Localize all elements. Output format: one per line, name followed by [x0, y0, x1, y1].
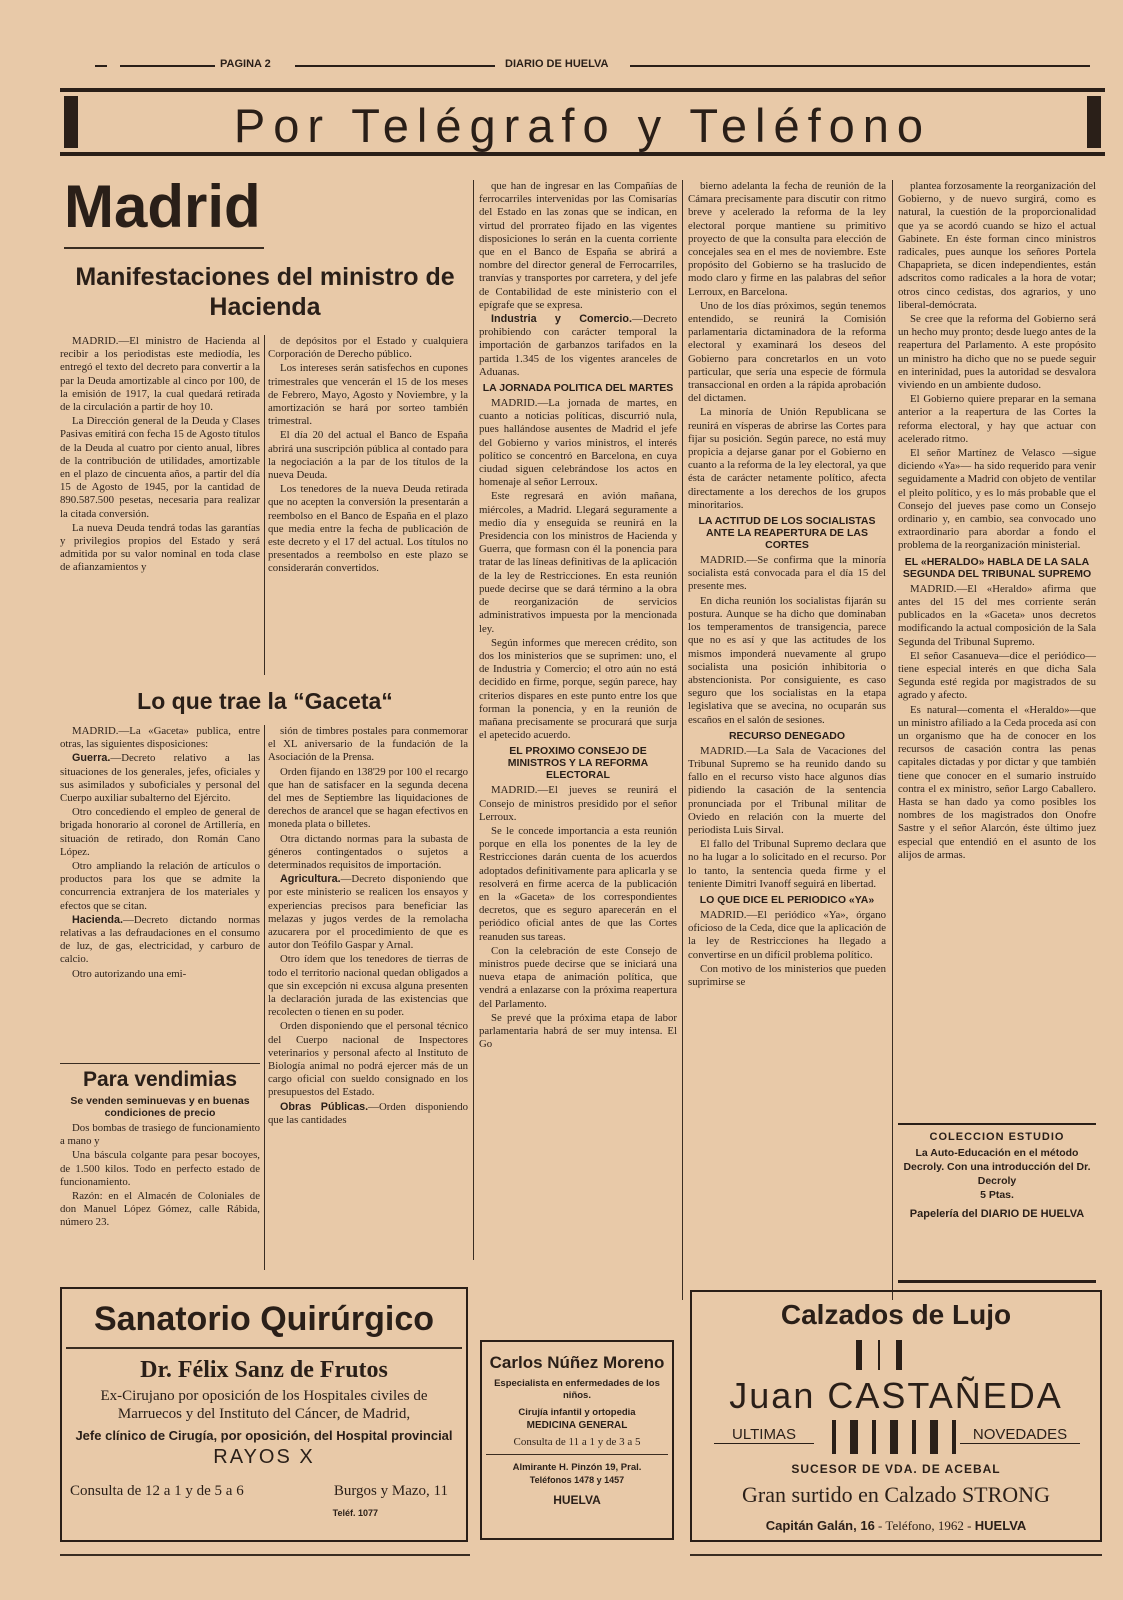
- paragraph: El señor Martínez de Velasco —sigue diciendo «Ya»— ha sido requerido para venir seguidamente a Madrid con objeto de ventilar el pleito político, y es lo más probable que el Consejo del jueves pase como un Consejo ordinario y, en cambio, sea convocado uno extraordinario para abordar a fondo el problema de la reorganización ministerial.: [898, 447, 1096, 552]
- header-rule: [120, 65, 215, 67]
- paragraph: de depósitos por el Estado y cualquiera Corporación de Derecho público.: [268, 335, 468, 361]
- section-label: Industria y Comercio.: [491, 313, 633, 326]
- paragraph: Otro autorizando una emi-: [72, 967, 187, 980]
- article-column: [688, 180, 886, 1290]
- doctor-name: Dr. Félix Sanz de Frutos: [140, 1357, 388, 1383]
- divider: [60, 1063, 260, 1064]
- nunez-ad: [480, 1340, 674, 1540]
- sanatorio-title: Sanatorio Quirúrgico: [93, 1300, 435, 1338]
- ya-headline: LO QUE DICE EL PERIODICO «YA»: [699, 893, 875, 906]
- paragraph: MADRID.—El ministro de Hacienda al recibir a los periodistas este mediodía, les entregó el texto del decreto para convertir a la par la Deuda amortizable al cinco por 100, de la emisión de 1917, la cual quedará retirada de la circulación a partir de hoy 10.: [60, 335, 260, 414]
- paragraph: Otro concediendo el empleo de general de brigada honorario al coronel de Artillería, en situación de retirado, don Román Cano López.: [60, 806, 260, 858]
- paragraph: MADRID.—El periódico «Ya», órgano oficioso de la Ceda, dice que la aplicación de la ley de Restricciones ha llegado a convertirse en un difícil problema político.: [688, 908, 886, 961]
- article-column: [268, 725, 468, 1128]
- paragraph: Con la celebración de este Consejo de ministros puede decirse que se iniciará una nueva etapa de animación política, que vendrá a enlazarse con la próxima reapertura del Parlamento.: [479, 944, 677, 1010]
- paragraph: MADRID.—La «Gaceta» publica, entre otras, las siguientes disposiciones:: [60, 725, 260, 751]
- paragraph: El fallo del Tribunal Supremo declara que no ha lugar a lo solicitado en el recurso. Por lo tanto, la sentencia queda firme y el teniente Dimitri Ivanoff seguirá en libertad.: [688, 838, 886, 890]
- paragraph: bierno adelanta la fecha de reunión de la Cámara precisamente para discutir con ritmo breve y acelerado la reforma de la ley electoral porque mantiene su primitivo proyecto de que la consulta para elección de concejales sea en el mes de noviembre. Este propósito del Gobierno se ha traslucido de modo claro y firme en las palabras del señor Lerroux, en Barcelona.: [688, 180, 886, 298]
- paragraph-text: —Decreto disponiendo que por este ministerio se realicen los ensayos y experiencias precisos para beneficiar las melazas y jugos verdes de la remolacha azucarera por el procedimiento de que es autor don Teófilo Gaspar y Arnal.: [268, 873, 468, 952]
- socialistas-headline: LA ACTITUD DE LOS SOCIALISTAS ANTE LA REAPERTURA DE LAS CORTES: [698, 515, 876, 552]
- calzados-address: Capitán Galán, 16: [765, 1518, 875, 1533]
- vendimias-title: Para vendimias: [82, 1068, 238, 1091]
- divider: [64, 247, 264, 249]
- doctor-name: Carlos Núñez Moreno: [489, 1353, 665, 1372]
- divider: [66, 1347, 462, 1349]
- rayos-x: RAYOS X: [213, 1446, 315, 1468]
- section-banner: [60, 88, 1105, 156]
- column-rule: [264, 335, 265, 675]
- doctor-address: Almirante H. Pinzón 19, Pral.: [512, 1462, 642, 1473]
- column-rule: [892, 180, 893, 1300]
- coleccion-price: 5 Ptas.: [980, 1189, 1014, 1201]
- paragraph: Los intereses serán satisfechos en cupones trimestrales que vencerán el 15 de los meses de Febrero, Mayo, Agosto y Noviembre, y la amortización se hará por sorteo también trimestral.: [268, 362, 468, 428]
- section-label: Agricultura.: [280, 873, 341, 886]
- medicine-general: MEDICINA GENERAL: [526, 1420, 628, 1431]
- hacienda-headline: Manifestaciones del ministro de Hacienda: [75, 263, 455, 321]
- article-column: [60, 725, 260, 982]
- paragraph: El día 20 del actual el Banco de España abrirá una suscripción pública al contado para la negociación a la par de los títulos de la nueva Deuda.: [268, 429, 468, 482]
- paragraph: que han de ingresar en las Compañías de ferrocarriles intervenidas por las Comisarías del Estado en las zonas que se indican, en virtud del prorrateo fijado en las vigentes disposiciones lo serán en la cuenta corriente que en el Banco de España se abrirá a nombre del director general de Ferrocarriles, tranvías y transportes por carretera, y del jefe de Contabilidad de este ministerio con el epígrafe que se expresa.: [479, 180, 677, 311]
- vendimias-subtitle: Se venden seminuevas y en buenas condiciones de precio: [70, 1095, 250, 1119]
- paragraph: Uno de los días próximos, según tenemos entendido, se reunirá la Comisión parlamentaria dictaminadora de la reforma electoral y examinará los deseos del Gobierno para concretarlos en un voto particular, que sería una especie de fórmula transaccional en orden a la rápida aprobación del dictamen.: [688, 299, 886, 405]
- paragraph: La Dirección general de la Deuda y Clases Pasivas emitirá con fecha 15 de Agosto títulos de la Deuda al cuatro por ciento anual, libres de la contribución de utilidades, amortizable en el plazo de cincuenta años, a partir del día 15 de Agosto de 1945, por la cantidad de 890.587.500 pesetas, necesaria para realizar la citada conversión.: [60, 415, 260, 520]
- clinic-phone: Teléf. 1077: [332, 1508, 378, 1518]
- column-rule: [264, 725, 265, 1270]
- calzados-ad: [690, 1290, 1102, 1542]
- calzados-contact: Capitán Galán, 16 - Teléfono, 1962 - HUELVA: [765, 1518, 1027, 1533]
- article-column: [479, 180, 677, 1308]
- coleccion-description: La Auto-Educación en el método Decroly. Con una introducción del Dr. Decroly: [903, 1147, 1091, 1187]
- ornament-bars: [832, 1420, 962, 1454]
- clinic-address: Burgos y Mazo, 11: [333, 1483, 448, 1499]
- divider: [690, 1554, 1102, 1556]
- consult-hours: Consulta de 12 a 1 y de 5 a 6: [70, 1483, 244, 1499]
- doctor-specialty-2: Cirujía infantil y ortopedia: [518, 1407, 636, 1418]
- paragraph-text: —Orden disponiendo que las cantidades: [268, 1100, 468, 1126]
- section-label: Obras Públicas.: [280, 1100, 369, 1113]
- article-column: [898, 180, 1096, 1118]
- calzados-slogan: Gran surtido en Calzado STRONG: [742, 1482, 1050, 1507]
- header-rule: [95, 65, 107, 67]
- paragraph: La minoría de Unión Republicana se reunirá en vísperas de abrirse las Cortes para fijar su posición. Según parece, no está muy propicia a dejarse ganar por el Gobierno en cuanto a la reforma de la ley electoral, ya que ésta de carácter netamente político, afecta directamente a los derechos de los grupos minoritarios.: [688, 406, 886, 511]
- consult-hours: Consulta de 11 a 1 y de 3 a 5: [513, 1436, 641, 1448]
- paragraph-text: —Decreto relativo a las situaciones de los generales, jefes, oficiales y sus asimilados y suboficiales y personal del Cuerpo auxiliar subalterno del Ejército.: [60, 752, 260, 805]
- header-rule: [630, 65, 1090, 67]
- article-column: [268, 335, 468, 577]
- paragraph: Este regresará en avión mañana, miércoles, a Madrid. Llegará seguramente a medio día y enseguida se reunirá en la Presidencia con los ministros de Hacienda y Guerra, que formasn con él la ponencia para tratar de las líneas definitivas de la aplicación de la ley de Restricciones. En esta reunión puede decirse que se dará término a la obra de reorganización de servicios administrativos impuesta por la mencionada ley.: [479, 490, 677, 635]
- paragraph: El señor Casanueva—dice el periódico—tiene especial interés en que dicha Sala Segunda esté regida por magistrados de su agrado y afecto.: [898, 649, 1096, 702]
- doctor-position: Jefe clínico de Cirugía, por oposición, del Hospital provincial: [75, 1428, 453, 1443]
- paragraph: Otro ampliando la relación de artículos o productos para los que se admite la concurrencia extranjera de los materiales y efectos que se citan.: [60, 860, 260, 912]
- paragraph: MADRID.—El jueves se reunirá el Consejo de ministros presidido por el señor Lerroux.: [479, 784, 677, 823]
- column-rule: [682, 180, 683, 1300]
- paragraph: Según informes que merecen crédito, son dos los ministerios que se suprimen: uno, el de Industria y Comercio; el otro aún no está decidido en firme, porque, según parece, hay criterios dispares en este punto entre los que forman la ponencia, y en la reunión de mañana precisamente se procurará que surja el apetecido acuerdo.: [479, 636, 677, 742]
- paragraph: Dos bombas de trasiego de funcionamiento a mano y: [60, 1122, 260, 1148]
- article-column: [60, 335, 260, 576]
- divider: [486, 1454, 668, 1455]
- column-rule: [473, 180, 474, 1260]
- doctor-phones: Teléfonos 1478 y 1457: [529, 1475, 625, 1485]
- paragraph: MADRID.—La jornada de martes, en cuanto a noticias políticas, discurrió nula, pues hallándose ausentes de Madrid el jefe del Gobierno y varios ministros, el interés político se concentró en Barcelona, en cuya ciudad siguen celebrándose los actos en homenaje al señor Lerroux.: [479, 397, 677, 489]
- vendimias-body: [60, 1122, 260, 1230]
- paragraph: Con motivo de los ministerios que pueden suprimirse se: [688, 962, 886, 988]
- jornada-headline: LA JORNADA POLITICA DEL MARTES: [482, 382, 674, 395]
- paragraph-text: —Decreto dictando normas relativas a las defraudaciones en el consumo de luz, de gas, electricidad, y carburo de calcio.: [60, 913, 260, 966]
- paragraph: Razón: en el Almacén de Coloniales de don Manuel López Gómez, calle Rábida, número 23.: [60, 1190, 260, 1229]
- ornament-bars: [852, 1340, 912, 1370]
- madrid-heading: Madrid: [64, 173, 261, 240]
- paragraph: Los tenedores de la nueva Deuda retirada que no acepten la conversión la presentarán a reembolso en el Banco de España en el plazo que media entre la fecha de publicación de este decreto y el 17 del actual. Los títulos no presentados a reembolso en este plazo se considerarán convertidos.: [268, 483, 468, 575]
- paragraph: sión de timbres postales para conmemorar el XL aniversario de la fundación de la Asociación de la Prensa.: [268, 725, 468, 764]
- owner-name: Juan CASTAÑEDA: [729, 1375, 1063, 1416]
- paragraph: Es natural—comenta el «Heraldo»—que un ministro afiliado a la Ceda proceda así con un organismo que ha de conocer en los recursos de casación contra las penas capitales dictadas y por dictar y que también tiene que conocer en el sumario instruído contra el ex ministro, señor Largo Caballero. Hasta se han dado ya como posibles los nombres de los magistrados don Onofre Sastre y el señor Alarcón, éste último juez especial que entendió en el asunto de los alijos de armas.: [898, 703, 1096, 861]
- paragraph-text: —Decreto prohibiendo con carácter temporal la importación de garbanzos tarifados en la partida 1.345 de los vigentes aranceles de Aduanas.: [479, 313, 677, 378]
- tag-novedades: NOVEDADES: [960, 1426, 1080, 1444]
- consejo-headline: EL PROXIMO CONSEJO DE MINISTROS Y LA REFORMA ELECTORAL: [507, 745, 649, 782]
- paragraph: El Gobierno quiere preparar en la semana anterior a la reapertura de las Cortes la reforma electoral, y hay que actuar con acelerado ritmo.: [898, 393, 1096, 445]
- paragraph: MADRID.—Se confirma que la minoría socialista está convocada para el día 15 del presente mes.: [688, 554, 886, 593]
- tag-ultimas: ULTIMAS: [714, 1426, 814, 1444]
- calzados-title: Calzados de Lujo: [780, 1299, 1012, 1330]
- paragraph: plantea forzosamente la reorganización del Gobierno, y de nuevo surgirá, como es natural, la cuestión de la proporcionalidad que ya se acordó cuando se hizo el actual Gabinete. En éste forman cinco ministros radicales, pues aunque los señores Portela Chapaprieta, se dicen independientes, están adscritos como radicales a la hora de votar; otros cinco cedistas, dos agrarios, y uno liberal-demócrata.: [898, 180, 1096, 311]
- paragraph: Se prevé que la próxima etapa de labor parlamentaria habrá de ser muy intensa. El Go: [479, 1011, 677, 1051]
- doctor-specialty: Especialista en enfermedades de los niños.: [494, 1378, 660, 1401]
- gaceta-headline: Lo que trae la “Gaceta“: [137, 688, 393, 714]
- successor: SUCESOR DE VDA. DE ACEBAL: [791, 1462, 1001, 1476]
- paragraph: Una báscula colgante para pesar bocoyes, de 1.500 kilos. Todo en perfecto estado de funcionamiento.: [60, 1149, 260, 1188]
- doctor-city: HUELVA: [553, 1493, 601, 1507]
- divider: [60, 1554, 470, 1556]
- coleccion-title: COLECCION ESTUDIO: [929, 1131, 1065, 1143]
- paragraph: Se le concede importancia a esta reunión porque en ella los ponentes de la ley de Restricciones darán cuenta de los acuerdos adoptados definitivamente para aplicarla y se resolverá en firme acerca de la publicación en la «Gaceta» de los correspondientes decretos, que es seguro aparecerán en el periódico oficial antes de que las Cortes reanuden sus tareas.: [479, 824, 677, 943]
- running-header: [95, 58, 1095, 74]
- paragraph: Orden fijando en 138'29 por 100 el recargo que han de satisfacer en la segunda decena del mes de Septiembre las liquidaciones de derechos de arancel que se hagan efectivos en moneda plata o billetes.: [268, 765, 468, 831]
- coleccion-seller: Papelería del DIARIO DE HUELVA: [909, 1208, 1085, 1220]
- heraldo-headline: EL «HERALDO» HABLA DE LA SALA SEGUNDA DEL TRIBUNAL SUPREMO: [902, 555, 1092, 580]
- recurso-headline: RECURSO DENEGADO: [728, 729, 846, 742]
- paper-name: DIARIO DE HUELVA: [505, 58, 609, 70]
- paragraph: Se cree que la reforma del Gobierno será un hecho muy pronto; desde luego antes de la reapertura del Parlamento. A este propósito un ministro ha dicho que no se puede seguir en interinidad, pues la autoridad se desvalora viviendo en un ambiente dudoso.: [898, 313, 1096, 392]
- section-label: Hacienda.: [72, 913, 124, 926]
- header-rule: [295, 65, 495, 67]
- coleccion-ad: [898, 1123, 1096, 1283]
- calzados-city: HUELVA: [974, 1518, 1027, 1533]
- doctor-credentials: Ex-Cirujano por oposición de los Hospitales civiles de Marruecos y del Instituto del Cáncer, de Madrid,: [100, 1388, 428, 1422]
- paragraph: La nueva Deuda tendrá todas las garantías y privilegios propios del Estado y será admitida por su valor nominal en toda clase de afianzamientos y: [60, 521, 260, 574]
- page-number: PAGINA 2: [220, 58, 271, 70]
- paragraph: Otro ídem que los tenedores de tierras de todo el territorio nacional quedan obligados a que sin excepción ni excusa alguna presenten la declaración jurada de las existencias que recolecten o tienen en su poder.: [268, 953, 468, 1019]
- vendimias-ad: [60, 1068, 260, 1231]
- section-label: Guerra.: [72, 752, 111, 765]
- banner-title: Por Telégrafo y Teléfono: [233, 99, 932, 152]
- paragraph: Orden disponiendo que el personal técnico del Cuerpo nacional de Inspectores veterinarios y personal afecto al Instituto de Biología animal no podrá ejercer más de un cargo oficial con sueldo consignado en los presupuestos del Estado.: [268, 1020, 468, 1099]
- paragraph: Otra dictando normas para la subasta de géneros contingentados o sujetos a determinados requisitos de importación.: [268, 832, 468, 872]
- sanatorio-ad: [60, 1287, 468, 1542]
- calzados-phone: Teléfono, 1962: [885, 1518, 964, 1533]
- paragraph: MADRID.—El «Heraldo» afirma que antes del 15 del mes corriente serán publicados en la «Gaceta» unos decretos modificando la actual composición de la Sala Segunda del Tribunal Supremo.: [898, 582, 1096, 648]
- paragraph: MADRID.—La Sala de Vacaciones del Tribunal Supremo se ha reunido dando su fallo en el recurso visto hace algunos días pidiendo la casación de la sentencia pronunciada por el Tribunal militar de Oviedo en relación con la muerte del periodista Luis Sirval.: [688, 744, 886, 836]
- paragraph: En dicha reunión los socialistas fijarán su postura. Aunque se ha dicho que dominaban los temperamentos de transigencia, parece que no es así y que las actitudes de los mismos imponderá nuevamente al grupo socialista una posición inhibitoria o abstencionista. Por consiguiente, es caso seguro que los socialistas en la etapa legislativa que se avecina, no ocuparán sus escaños en el salón de sesiones.: [688, 594, 886, 726]
